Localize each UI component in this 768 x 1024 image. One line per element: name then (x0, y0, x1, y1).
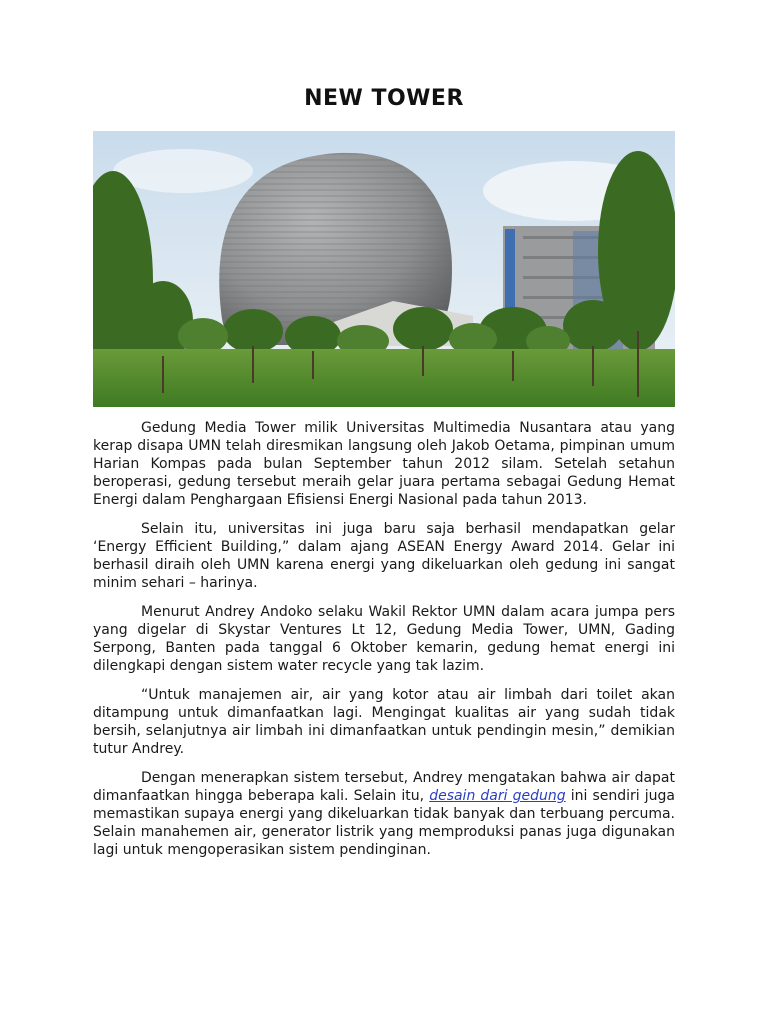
article-body (93, 419, 675, 870)
building-photo (93, 131, 675, 407)
building-design-link[interactable]: desain dari gedung (429, 788, 566, 804)
paragraph-2: Selain itu, universitas ini juga baru saja berhasil mendapatkan gelar ‘Energy Efficient Building,” dalam ajang ASEAN Energy Award 2014. Gelar ini berhasil diraih oleh UMN karena energi yang dikeluarkan oleh gedung ini sangat minim sehari – harinya. (93, 521, 675, 591)
paragraph-5-after-link: ini sendiri juga memastikan supaya energi yang dikeluarkan tidak banyak dan terbuang percuma. Selain manahemen air, generator listrik yang memproduksi panas juga digunakan lagi untuk mengoperasikan sistem pendinginan. (93, 788, 675, 858)
paragraph-3: Menurut Andrey Andoko selaku Wakil Rektor UMN dalam acara jumpa pers yang digelar di Skystar Ventures Lt 12, Gedung Media Tower, UMN, Gading Serpong, Banten pada tanggal 6 Oktober kemarin, gedung hemat energi ini dilengkapi dengan sistem water recycle yang tak lazim. (93, 604, 675, 674)
document-title: NEW TOWER (304, 86, 464, 111)
paragraph-5-before-link: Dengan menerapkan sistem tersebut, Andrey mengatakan bahwa air dapat dimanfaatkan hingga beberapa kali. Selain itu, (93, 770, 675, 804)
paragraph-1: Gedung Media Tower milik Universitas Multimedia Nusantara atau yang kerap disapa UMN telah diresmikan langsung oleh Jakob Oetama, pimpinan umum Harian Kompas pada bulan September tahun 2012 silam. Setelah setahun beroperasi, gedung tersebut meraih gelar juara pertama sebagai Gedung Hemat Energi dalam Penghargaan Efisiensi Energi Nasional pada tahun 2013. (93, 420, 675, 508)
paragraph-5 (93, 769, 675, 859)
paragraph-4: “Untuk manajemen air, air yang kotor atau air limbah dari toilet akan ditampung untuk dimanfaatkan lagi. Mengingat kualitas air yang sudah tidak bersih, selanjutnya air limbah ini dimanfaatkan untuk pendingin mesin,” demikian tutur Andrey. (93, 687, 675, 757)
